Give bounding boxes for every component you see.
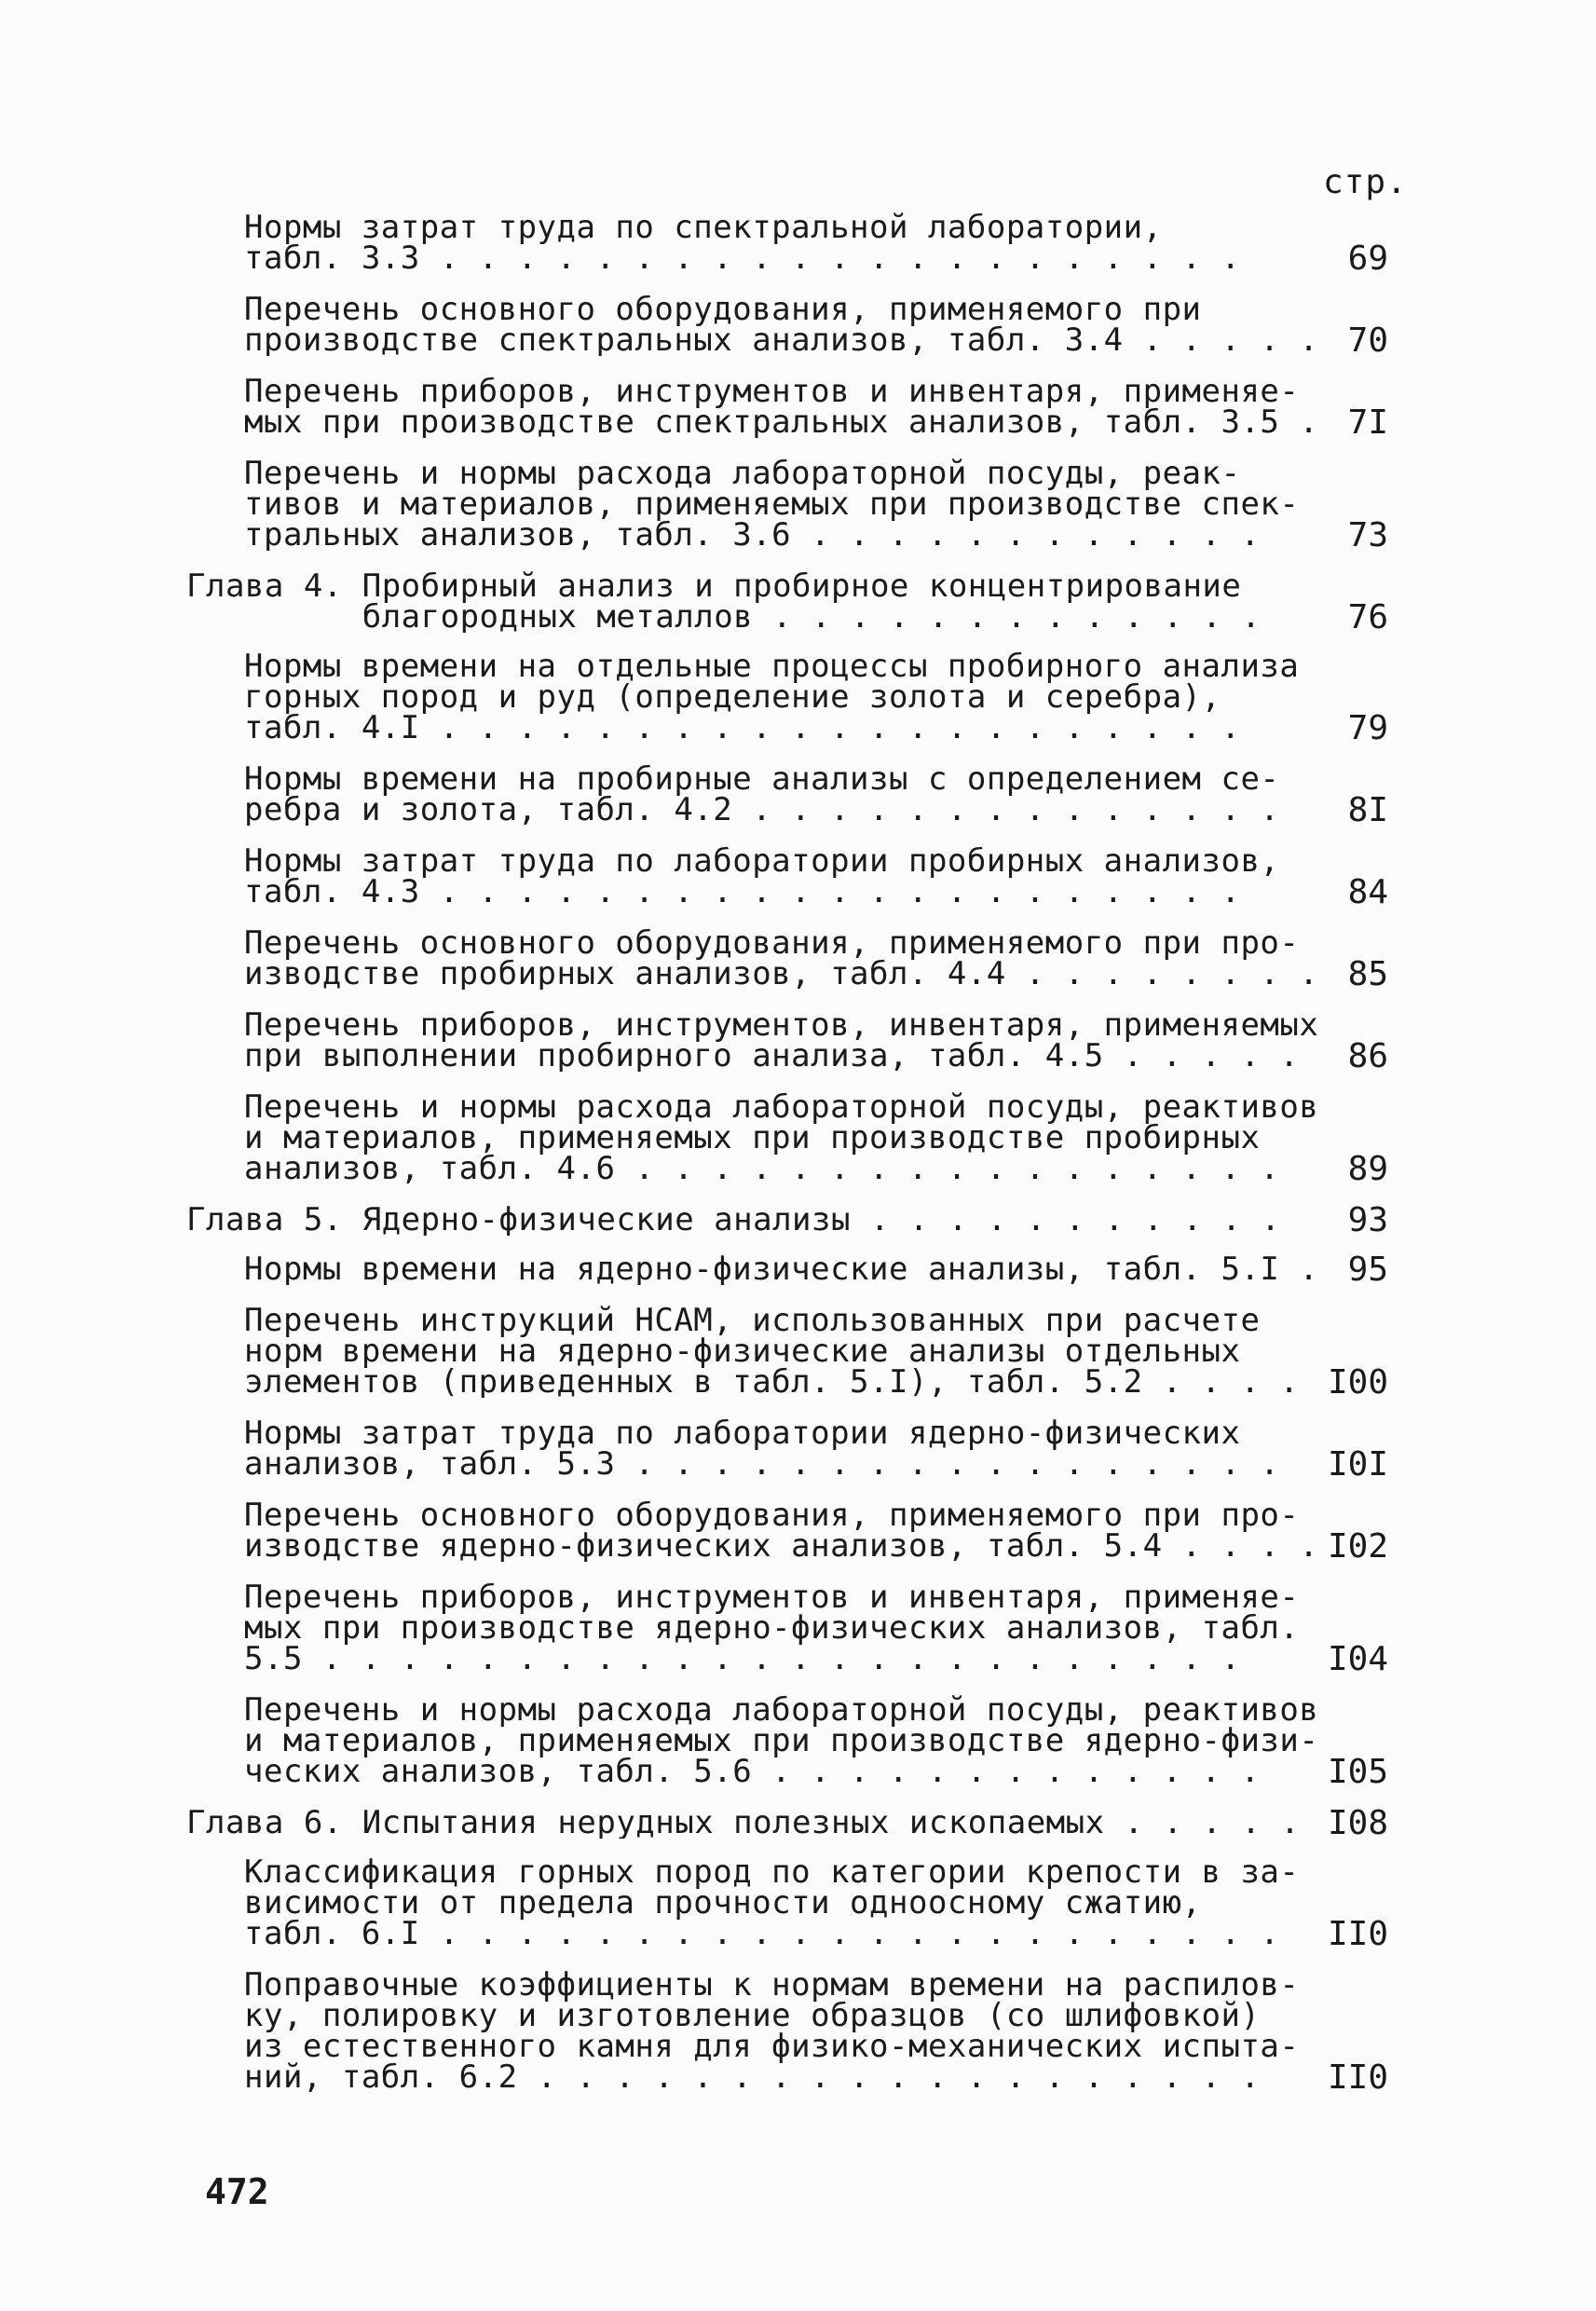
toc-entry-page: 70: [1347, 321, 1388, 360]
toc-entry-page: 73: [1347, 516, 1388, 554]
toc-entry: [186, 1970, 1407, 2097]
toc-entry-page: I04: [1327, 1640, 1388, 1678]
toc-entry-text: Перечень и нормы расхода лабораторной посуды, реактивов и материалов, применяемых при производстве ядерно-физи- ческих анализов, табл. 5.6 . . . . . . . . . . . . .: [244, 1695, 1319, 1787]
toc-entry-page: II0: [1327, 1915, 1388, 1953]
toc-entry-text: Перечень основного оборудования, применяемого при про- изводстве ядерно-физических анализов, табл. 5.4 . . . .: [244, 1500, 1319, 1562]
toc-entry-text: Перечень приборов, инструментов, инвентаря, применяемых при выполнении пробирного анализа, табл. 4.5 . . . . .: [244, 1010, 1319, 1072]
toc-entry: [186, 376, 1407, 442]
toc-entry-text: Нормы затрат труда по спектральной лаборатории, табл. 3.3 . . . . . . . . . . . . . . . . . . . . .: [244, 212, 1241, 274]
page-column-label: стр.: [1323, 163, 1408, 201]
toc-chapter-page: 93: [1347, 1201, 1388, 1239]
toc-entry: [186, 294, 1407, 360]
toc-entry-page: 89: [1347, 1150, 1388, 1188]
toc-entry: [186, 1500, 1407, 1566]
toc-entry-text: Нормы затрат труда по лаборатории пробирных анализов, табл. 4.3 . . . . . . . . . . . . . . . . . . . . .: [244, 846, 1280, 908]
toc-entry: [186, 1010, 1407, 1075]
toc-chapter-text: Глава 5. Ядерно-физические анализы . . . . . . . . . . .: [186, 1205, 1281, 1236]
toc-entry-page: II0: [1327, 2058, 1388, 2097]
toc-entry-page: 95: [1347, 1251, 1388, 1289]
toc-entry: [186, 1251, 1407, 1289]
toc-entry-text: Перечень приборов, инструментов и инвентаря, применяе- мых при производстве спектральных анализов, табл. 3.5 .: [244, 376, 1319, 438]
toc-chapter-text: Глава 4. Пробирный анализ и пробирное концентрирование благородных металлов . . . . . . . . . . . . .: [186, 571, 1262, 633]
toc-entry-text: Перечень и нормы расхода лабораторной посуды, реак- тивов и материалов, применяемых при производстве спек- тральных анализов, табл. 3.6 . . . . . . . . . . . .: [244, 458, 1300, 551]
toc-entry: [186, 1582, 1407, 1678]
page-number: 472: [205, 2171, 269, 2212]
toc-entry-text: Классификация горных пород по категории крепости в за- висимости от предела прочности одноосному сжатию, табл. 6.I . . . . . . . . . . . . . . . . . . . . . .: [244, 1857, 1300, 1949]
toc-entry-page: 85: [1347, 955, 1388, 993]
toc-entry-page: I05: [1327, 1753, 1388, 1791]
toc-entry-text: Нормы времени на ядерно-физические анализы, табл. 5.I .: [244, 1254, 1319, 1285]
toc-entry: [186, 764, 1407, 829]
toc-entry: [186, 928, 1407, 993]
toc-entry-page: 69: [1347, 239, 1388, 278]
toc-entry-text: Нормы времени на пробирные анализы с определением се- ребра и золота, табл. 4.2 . . . . . . . . . . . . . .: [244, 764, 1280, 826]
toc-entry-text: Перечень приборов, инструментов и инвентаря, применяе- мых при производстве ядерно-физических анализов, табл. 5.5 . . . . . . . . . . . . . . . . . . . . . . . .: [244, 1582, 1300, 1675]
toc-entry: [186, 1857, 1407, 1953]
toc-entry: [186, 458, 1407, 554]
toc-entry-text: Перечень инструкций НСАМ, использованных при расчете норм времени на ядерно-физические анализы отдельных элементов (приведенных в табл. 5.I), табл. 5.2 . . . .: [244, 1306, 1300, 1398]
toc-entry-text: Поправочные коэффициенты к нормам времени на распилов- ку, полировку и изготовление образцов (со шлифовкой) из естественного камня для физико-механических испыта- ний, табл. 6.2 . . . . . . . . . . . . . . . . . . .: [244, 1970, 1300, 2093]
toc-entry: [186, 212, 1407, 278]
toc-entry: [186, 1695, 1407, 1791]
toc-entry: [186, 651, 1407, 747]
toc-entry-page: 79: [1347, 709, 1388, 747]
table-of-contents: [186, 212, 1407, 2113]
toc-chapter-page: I08: [1327, 1804, 1388, 1842]
toc-entry-page: I0I: [1327, 1445, 1388, 1484]
toc-entry-text: Нормы времени на отдельные процессы пробирного анализа горных пород и руд (определение золота и серебра), табл. 4.I . . . . . . . . . . . . . . . . . . . . .: [244, 651, 1300, 744]
toc-entry: [186, 1092, 1407, 1188]
toc-entry-text: Перечень основного оборудования, применяемого при производстве спектральных анализов, табл. 3.4 . . . . .: [244, 294, 1319, 356]
toc-entry-page: 86: [1347, 1037, 1388, 1075]
toc-entry-page: 84: [1347, 873, 1388, 911]
toc-entry: [186, 1306, 1407, 1402]
toc-chapter: [186, 1804, 1407, 1842]
toc-entry-page: I00: [1327, 1363, 1388, 1402]
toc-chapter: [186, 571, 1407, 636]
toc-entry-page: 8I: [1347, 791, 1388, 829]
toc-entry-text: Нормы затрат труда по лаборатории ядерно-физических анализов, табл. 5.3 . . . . . . . . . . . . . . . . .: [244, 1418, 1280, 1480]
toc-chapter: [186, 1201, 1407, 1239]
toc-entry-text: Перечень и нормы расхода лабораторной посуды, реактивов и материалов, применяемых при производстве пробирных анализов, табл. 4.6 . . . . . . . . . . . . . . . . .: [244, 1092, 1319, 1184]
toc-entry-page: I02: [1327, 1527, 1388, 1566]
toc-entry: [186, 1418, 1407, 1484]
toc-chapter-text: Глава 6. Испытания нерудных полезных ископаемых . . . . .: [186, 1808, 1301, 1839]
toc-chapter-page: 76: [1347, 598, 1388, 636]
toc-entry-page: 7I: [1347, 403, 1388, 442]
toc-entry-text: Перечень основного оборудования, применяемого при про- изводстве пробирных анализов, табл. 4.4 . . . . . . . .: [244, 928, 1319, 990]
toc-entry: [186, 846, 1407, 911]
